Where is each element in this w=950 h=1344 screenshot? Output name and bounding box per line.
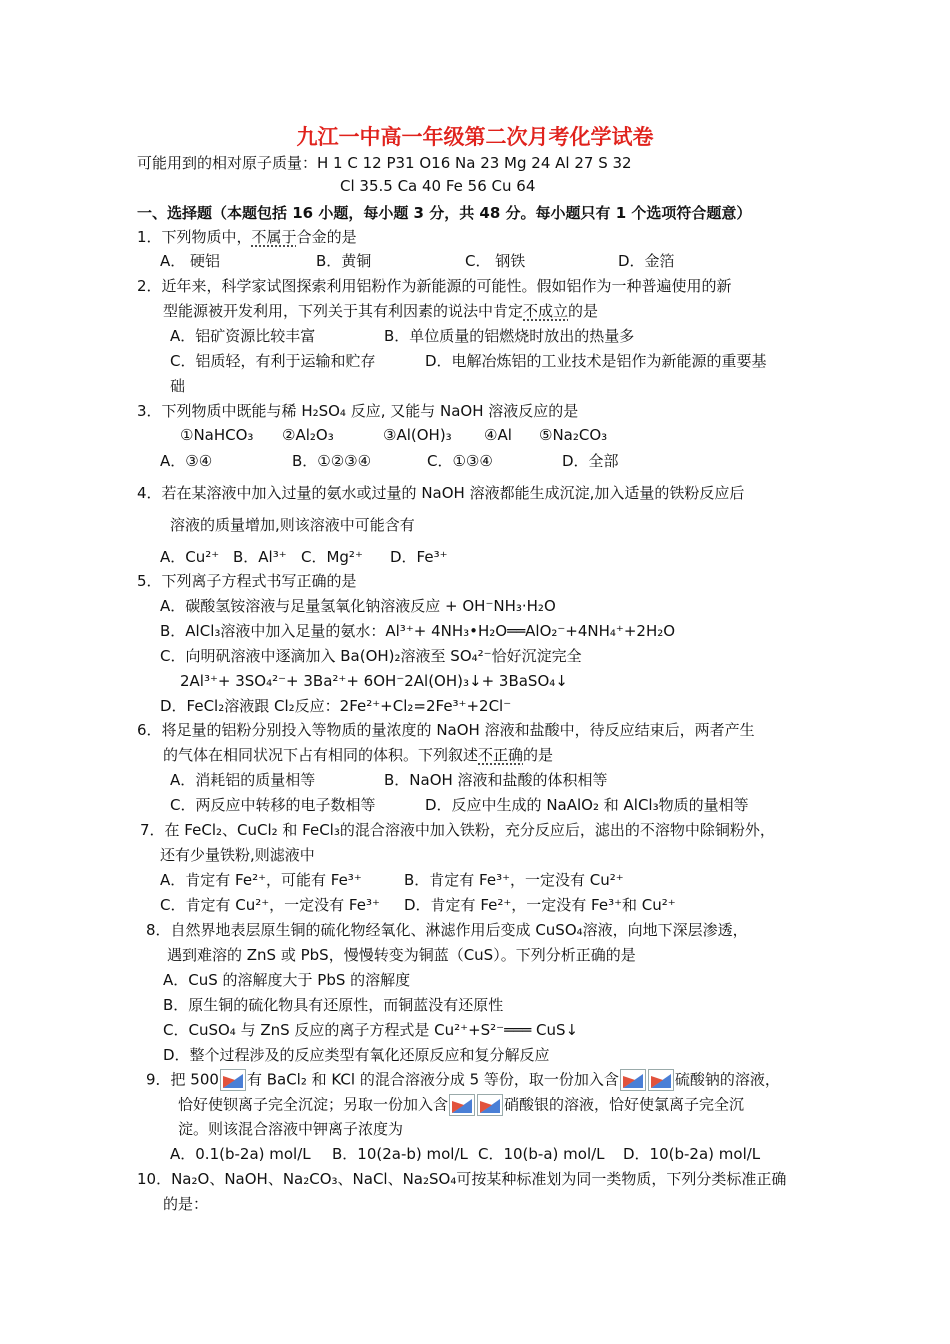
question-3-option-d: D．全部 — [562, 452, 619, 470]
question-8-option-b: B．原生铜的硫化物具有还原性，而铜蓝没有还原性 — [163, 996, 504, 1014]
question-1-option-a: A． 硬铝 — [160, 252, 221, 270]
question-2-option-a: A．铝矿资源比较丰富 — [170, 327, 316, 345]
question-9-option-c: C．10(b-a) mol/L — [478, 1145, 605, 1163]
question-8-option-a: A．CuS 的溶解度大于 PbS 的溶解度 — [163, 971, 411, 989]
question-5-stem: 5．下列离子方程式书写正确的是 — [137, 572, 357, 590]
question-3-option-c: C．①③④ — [427, 452, 493, 470]
question-9-line2: 恰好使钡离子完全沉淀；另取一份加入含 硝酸银的溶液，恰好使氯离子完全沉 — [178, 1094, 744, 1116]
broken-image-icon — [477, 1094, 503, 1116]
question-6-option-d: D．反应中生成的 NaAlO₂ 和 AlCl₃物质的量相等 — [425, 796, 749, 814]
question-7-option-b: B．肯定有 Fe³⁺，一定没有 Cu²⁺ — [404, 871, 624, 889]
question-2-line1: 2．近年来，科学家试图探索利用铝粉作为新能源的可能性。假如铝作为一种普遍使用的新 — [137, 277, 732, 295]
question-1-option-b: B．黄铜 — [316, 252, 372, 270]
broken-image-icon — [620, 1069, 646, 1091]
broken-image-icon — [220, 1069, 246, 1091]
question-6-option-c: C．两反应中转移的电子数相等 — [170, 796, 376, 814]
question-3-item: ④Al — [484, 426, 512, 444]
question-7-option-c: C．肯定有 Cu²⁺，一定没有 Fe³⁺ — [160, 896, 380, 914]
broken-image-icon — [449, 1094, 475, 1116]
question-4-option-c: C．Mg²⁺ — [301, 548, 363, 566]
question-2-line2: 型能源被开发利用，下列关于其有利因素的说法中肯定不成立的是 — [163, 302, 599, 320]
question-1-stem: 1．下列物质中，不属于合金的是 — [137, 228, 357, 246]
page-title: 九江一中高一年级第二次月考化学试卷 — [296, 125, 654, 149]
question-10-line1: 10．Na₂O、NaOH、Na₂CO₃、NaCl、Na₂SO₄可按某种标准划为同一类物质，下列分类标准正确 — [137, 1170, 787, 1188]
question-2-option-d: D．电解冶炼铝的工业技术是铝作为新能源的重要基 — [425, 352, 767, 370]
question-4-line1: 4．若在某溶液中加入过量的氨水或过量的 NaOH 溶液都能生成沉淀,加入适量的铁粉反应后 — [137, 484, 745, 502]
question-7-line2: 还有少量铁粉,则滤液中 — [160, 846, 315, 864]
question-2-option-d-cont: 础 — [170, 377, 186, 395]
question-5-option-d: D．FeCl₂溶液跟 Cl₂反应：2Fe²⁺+Cl₂=2Fe³⁺+2Cl⁻ — [160, 697, 512, 715]
question-5-option-c-equation: 2Al³⁺+ 3SO₄²⁻+ 3Ba²⁺+ 6OH⁻2Al(OH)₃↓+ 3BaSO₄↓ — [180, 672, 568, 690]
question-4-option-d: D．Fe³⁺ — [390, 548, 448, 566]
question-7-option-d: D．肯定有 Fe²⁺，一定没有 Fe³⁺和 Cu²⁺ — [404, 896, 676, 914]
atomic-mass-line2: Cl 35.5 Ca 40 Fe 56 Cu 64 — [340, 177, 536, 195]
question-3-item: ②Al₂O₃ — [282, 426, 334, 444]
question-2-option-c: C．铝质轻，有利于运输和贮存 — [170, 352, 376, 370]
question-8-line1: 8．自然界地表层原生铜的硫化物经氧化、淋滤作用后变成 CuSO₄溶液，向地下深层渗透， — [146, 921, 748, 939]
question-9-line1: 9．把 500 有 BaCl₂ 和 KCl 的混合溶液分成 5 等份，取一份加入含 硫酸钠的溶液， — [146, 1069, 780, 1091]
question-5-option-c: C．向明矾溶液中逐滴加入 Ba(OH)₂溶液至 SO₄²⁻恰好沉淀完全 — [160, 647, 582, 665]
question-9-line3: 淀。则该混合溶液中钾离子浓度为 — [178, 1120, 404, 1138]
question-9-option-a: A．0.1(b-2a) mol/L — [170, 1145, 311, 1163]
broken-image-icon — [648, 1069, 674, 1091]
question-3-option-a: A．③④ — [160, 452, 213, 470]
question-3-item: ③Al(OH)₃ — [383, 426, 452, 444]
question-10-line2: 的是： — [163, 1195, 209, 1213]
question-6-line2: 的气体在相同状况下占有相同的体积。下列叙述不正确的是 — [163, 746, 554, 764]
question-5-option-a: A．碳酸氢铵溶液与足量氢氧化钠溶液反应 + OH⁻NH₃·H₂O — [160, 597, 556, 615]
question-1-option-c: C． 钢铁 — [465, 252, 526, 270]
question-6-option-b: B．NaOH 溶液和盐酸的体积相等 — [384, 771, 608, 789]
question-3-item: ⑤Na₂CO₃ — [539, 426, 608, 444]
question-6-option-a: A．消耗铝的质量相等 — [170, 771, 316, 789]
question-6-line1: 6．将足量的铝粉分别投入等物质的量浓度的 NaOH 溶液和盐酸中，待反应结束后，两者产生 — [137, 721, 755, 739]
atomic-mass-line1: 可能用到的相对原子质量：H 1 C 12 P31 O16 Na 23 Mg 24 Al 27 S 32 — [137, 154, 632, 172]
question-4-line2: 溶液的质量增加,则该溶液中可能含有 — [170, 516, 415, 534]
question-9-option-b: B．10(2a-b) mol/L — [332, 1145, 468, 1163]
question-1-option-d: D．金箔 — [618, 252, 675, 270]
question-2-option-b: B．单位质量的铝燃烧时放出的热量多 — [384, 327, 635, 345]
question-4-option-a: A．Cu²⁺ — [160, 548, 220, 566]
question-7-line1: 7．在 FeCl₂、CuCl₂ 和 FeCl₃的混合溶液中加入铁粉，充分反应后，滤出的不溶物中除铜粉外， — [140, 821, 775, 839]
question-8-line2: 遇到难溶的 ZnS 或 PbS，慢慢转变为铜蓝（CuS）。下列分析正确的是 — [167, 946, 636, 964]
question-8-option-c: C．CuSO₄ 与 ZnS 反应的离子方程式是 Cu²⁺+S²⁻═══ CuS↓ — [163, 1021, 579, 1039]
question-3-item: ①NaHCO₃ — [180, 426, 254, 444]
question-8-option-d: D．整个过程涉及的反应类型有氧化还原反应和复分解反应 — [163, 1046, 550, 1064]
question-9-option-d: D．10(b-2a) mol/L — [623, 1145, 761, 1163]
question-5-option-b: B．AlCl₃溶液中加入足量的氨水：Al³⁺+ 4NH₃•H₂O══AlO₂⁻+4NH₄⁺+2H₂O — [160, 622, 676, 640]
question-3-stem: 3．下列物质中既能与稀 H₂SO₄ 反应, 又能与 NaOH 溶液反应的是 — [137, 402, 579, 420]
question-3-option-b: B．①②③④ — [292, 452, 372, 470]
question-7-option-a: A．肯定有 Fe²⁺，可能有 Fe³⁺ — [160, 871, 362, 889]
question-4-option-b: B．Al³⁺ — [233, 548, 287, 566]
section-heading: 一、选择题（本题包括 16 小题，每小题 3 分，共 48 分。每小题只有 1 个选项符合题意） — [137, 204, 752, 222]
